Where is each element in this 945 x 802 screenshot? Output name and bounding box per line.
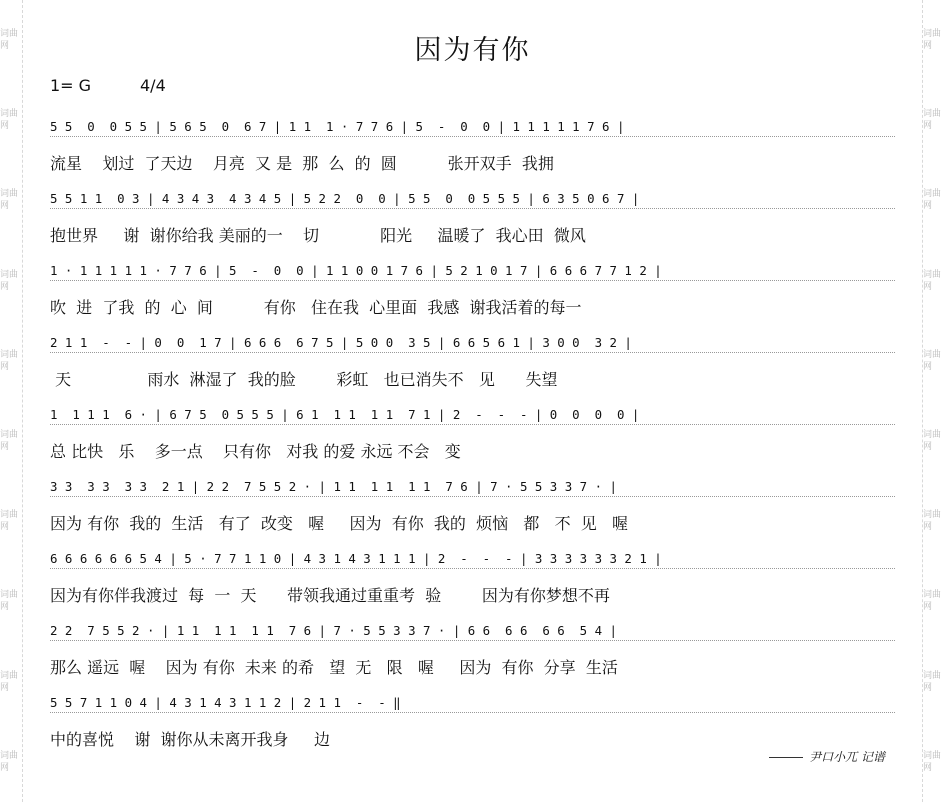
lyrics-line: 天 雨水 淋湿了 我的脸 彩虹 也已消失不 见 失望 bbox=[50, 370, 558, 389]
transcriber-credit bbox=[769, 748, 885, 765]
notation-line: 2 2 7 5 5 2 · | 1 1 1 1 1 1 7 6 | 7 · 5 5 3 3 7 · | 6 6 6 6 6 6 5 4 | bbox=[50, 620, 895, 642]
watermark-text: 词曲网 bbox=[0, 590, 19, 613]
score-system-2 bbox=[50, 188, 895, 260]
watermark-text: 词曲网 bbox=[923, 510, 942, 533]
watermark-text: 词曲网 bbox=[923, 750, 942, 773]
watermark-text: 词曲网 bbox=[923, 109, 942, 132]
time-signature: 4/4 bbox=[140, 76, 166, 95]
notation-line: 5 5 1 1 0 3 | 4 3 4 3 4 3 4 5 | 5 2 2 0 0 | 5 5 0 0 5 5 5 | 6 3 5 0 6 7 | bbox=[50, 188, 895, 210]
notation-line: 1 · 1 1 1 1 1 · 7 7 6 | 5 - 0 0 | 1 1 0 0 1 7 6 | 5 2 1 0 1 7 | 6 6 6 7 7 1 2 | bbox=[50, 260, 895, 282]
watermark-text: 词曲网 bbox=[923, 29, 942, 52]
lyrics-line: 抱世界 谢 谢你给我 美丽的一 切 阳光 温暖了 我心田 微风 bbox=[50, 226, 586, 245]
score-system-6 bbox=[50, 476, 895, 548]
score-system-1 bbox=[50, 116, 895, 188]
lyrics-line: 那么 遥远 喔 因为 有你 未来 的希 望 无 限 喔 因为 有你 分享 生活 bbox=[50, 658, 618, 677]
notation-line: 6 6 6 6 6 6 5 4 | 5 · 7 7 1 1 0 | 4 3 1 4 3 1 1 1 | 2 - - - | 3 3 3 3 3 3 2 1 | bbox=[50, 548, 895, 570]
watermark-text: 词曲网 bbox=[0, 510, 19, 533]
key-signature: 1= G bbox=[50, 76, 92, 95]
watermark-text: 词曲网 bbox=[0, 750, 19, 773]
lyrics-line: 总 比快 乐 多一点 只有你 对我 的爱 永远 不会 变 bbox=[50, 442, 461, 461]
watermark-text: 词曲网 bbox=[0, 349, 19, 372]
lyrics-line: 因为 有你 我的 生活 有了 改变 喔 因为 有你 我的 烦恼 都 不 见 喔 bbox=[50, 514, 629, 533]
watermark-text: 词曲网 bbox=[923, 670, 942, 693]
song-title: 因为有你 bbox=[414, 35, 531, 66]
watermark-text: 词曲网 bbox=[0, 670, 19, 693]
right-watermark-strip bbox=[922, 0, 945, 802]
watermark-text: 词曲网 bbox=[923, 590, 942, 613]
lyrics-line: 因为有你伴我渡过 每 一 天 带领我通过重重考 验 因为有你梦想不再 bbox=[50, 586, 610, 605]
lyrics-line: 吹 进 了我 的 心 间 有你 住在我 心里面 我感 谢我活着的每一 bbox=[50, 298, 582, 317]
score-system-4 bbox=[50, 332, 895, 404]
credit-dash bbox=[769, 757, 803, 758]
notation-line: 5 5 0 0 5 5 | 5 6 5 0 6 7 | 1 1 1 · 7 7 6 | 5 - 0 0 | 1 1 1 1 1 7 6 | bbox=[50, 116, 895, 138]
notation-line: 1 1 1 1 6 · | 6 7 5 0 5 5 5 | 6 1 1 1 1 1 7 1 | 2 - - - | 0 0 0 0 | bbox=[50, 404, 895, 426]
notation-line: 3 3 3 3 3 3 2 1 | 2 2 7 5 5 2 · | 1 1 1 1 1 1 7 6 | 7 · 5 5 3 3 7 · | bbox=[50, 476, 895, 498]
credit-text: 尹口小兀 记谱 bbox=[809, 750, 885, 764]
score-system-7 bbox=[50, 548, 895, 620]
score-system-3 bbox=[50, 260, 895, 332]
notation-line: 2 1 1 - - | 0 0 1 7 | 6 6 6 6 7 5 | 5 0 0 3 5 | 6 6 5 6 1 | 3 0 0 3 2 | bbox=[50, 332, 895, 354]
score-system-5 bbox=[50, 404, 895, 476]
watermark-text: 词曲网 bbox=[923, 349, 942, 372]
watermark-text: 词曲网 bbox=[0, 430, 19, 453]
notation-line: 5 5 7 1 1 0 4 | 4 3 1 4 3 1 1 2 | 2 1 1 - - ‖ bbox=[50, 692, 895, 714]
watermark-text: 词曲网 bbox=[923, 189, 942, 212]
watermark-text: 词曲网 bbox=[0, 189, 19, 212]
left-watermark-strip bbox=[0, 0, 23, 802]
watermark-text: 词曲网 bbox=[923, 269, 942, 292]
watermark-text: 词曲网 bbox=[0, 29, 19, 52]
lyrics-line: 流星 划过 了天边 月亮 又 是 那 么 的 圆 张开双手 我拥 bbox=[50, 154, 554, 173]
watermark-text: 词曲网 bbox=[923, 430, 942, 453]
score-system-8 bbox=[50, 620, 895, 692]
lyrics-line: 中的喜悦 谢 谢你从未离开我身 边 bbox=[50, 730, 330, 749]
watermark-text: 词曲网 bbox=[0, 269, 19, 292]
watermark-text: 词曲网 bbox=[0, 109, 19, 132]
